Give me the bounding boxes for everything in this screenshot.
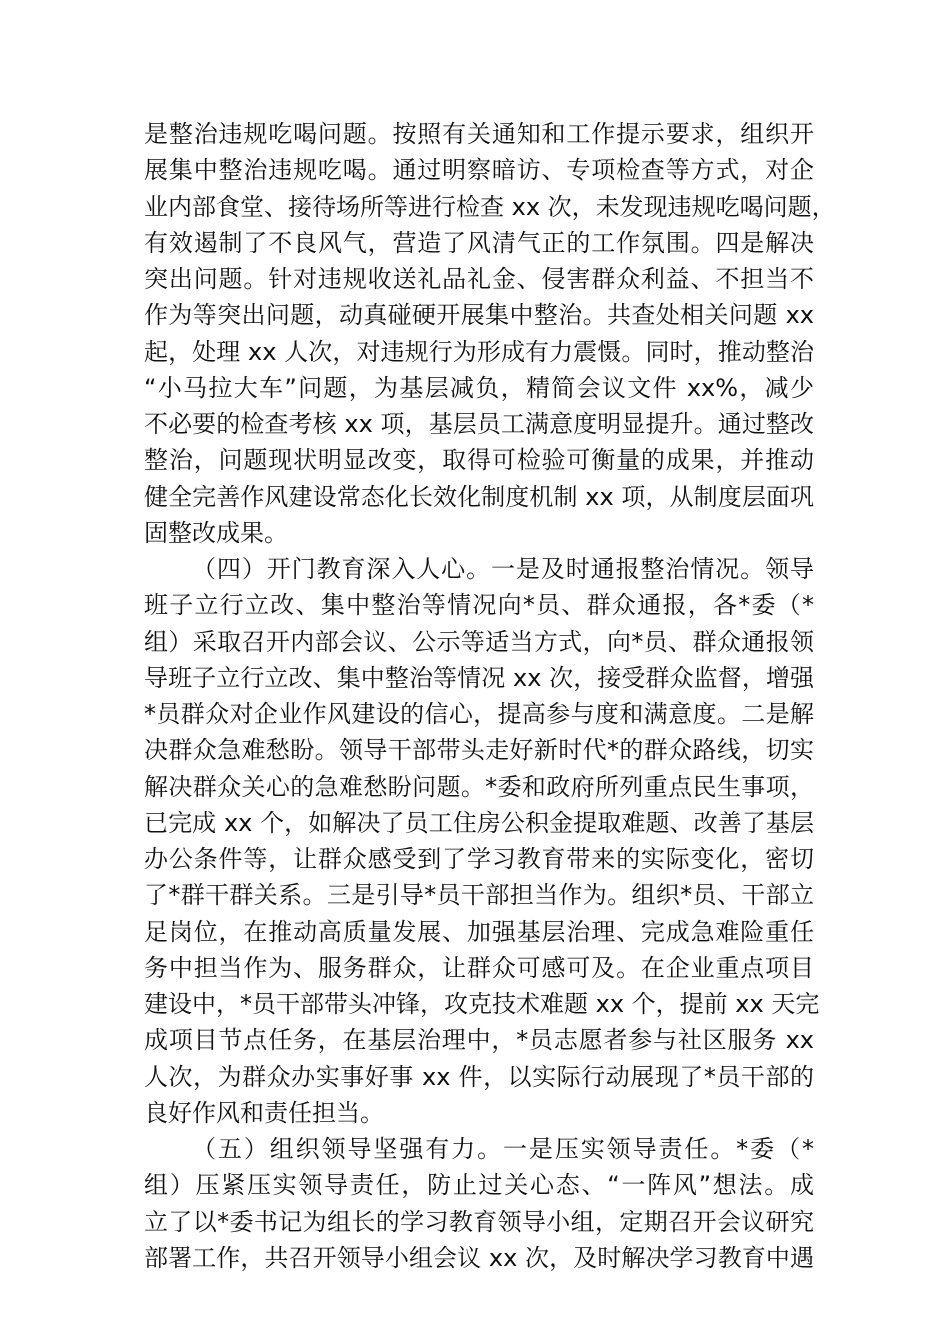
- text-line: 部署工作，共召开领导小组会议 xx 次，及时解决学习教育中遇: [144, 1243, 814, 1272]
- text-line: 组）采取召开内部会议、公示等适当方式，向*员、群众通报领: [144, 627, 814, 656]
- text-line: 组）压紧压实领导责任，防止过关心态、“一阵风”想法。成: [144, 1171, 814, 1200]
- section-five-heading-line: （五）组织领导坚强有力。一是压实领导责任。*委（*: [192, 1135, 814, 1163]
- text-line: 解决群众关心的急难愁盼问题。*委和政府所列重点民生事项，: [144, 772, 814, 801]
- text-line: 已完成 xx 个，如解决了员工住房公积金提取难题、改善了基层: [144, 808, 814, 837]
- text-line: 整治，问题现状明显改变，取得可检验可衡量的成果，并推动: [144, 446, 814, 475]
- text-line: 成项目节点任务，在基层治理中，*员志愿者参与社区服务 xx: [144, 1026, 814, 1055]
- text-line: 办公条件等，让群众感受到了学习教育带来的实际变化，密切: [144, 845, 814, 873]
- section-four-heading-line: （四）开门教育深入人心。一是及时通报整治情况。领导: [192, 555, 814, 583]
- paragraph-end-line: 良好作风和责任担当。: [144, 1098, 384, 1127]
- document-body: [144, 116, 836, 1276]
- text-line: 是整治违规吃喝问题。按照有关通知和工作提示要求，组织开: [144, 120, 814, 148]
- text-line: 决群众急难愁盼。领导干部带头走好新时代*的群众路线，切实: [144, 736, 814, 765]
- text-line: 展集中整治违规吃喝。通过明察暗访、专项检查等方式，对企: [144, 156, 814, 185]
- text-line: 有效遏制了不良风气，营造了风清气正的工作氛围。四是解决: [144, 228, 814, 257]
- text-line: 业内部食堂、接待场所等进行检查 xx 次，未发现违规吃喝问题，: [144, 192, 836, 221]
- text-line: “小马拉大车”问题，为基层减负，精简会议文件 xx%，减少: [144, 373, 814, 402]
- text-line: 健全完善作风建设常态化长效化制度机制 xx 项，从制度层面巩: [144, 482, 814, 511]
- text-line: 人次，为群众办实事好事 xx 件，以实际行动展现了*员干部的: [144, 1062, 814, 1091]
- text-line: 导班子立行立改、集中整治等情况 xx 次，接受群众监督，增强: [144, 663, 814, 692]
- text-line: 起，处理 xx 人次，对违规行为形成有力震慑。同时，推动整治: [144, 337, 814, 366]
- text-line: 不必要的检查考核 xx 项，基层员工满意度明显提升。通过整改: [144, 410, 814, 438]
- text-line: *员群众对企业作风建设的信心，提高参与度和满意度。二是解: [144, 700, 814, 728]
- text-line: 作为等突出问题，动真碰硬开展集中整治。共查处相关问题 xx: [144, 301, 814, 330]
- text-line: 足岗位，在推动高质量发展、加强基层治理、完成急难险重任: [144, 917, 814, 946]
- text-line: 班子立行立改、集中整治等情况向*员、群众通报，各*委（*: [144, 591, 814, 620]
- text-line: 突出问题。针对违规收送礼品礼金、侵害群众利益、不担当不: [144, 265, 814, 293]
- text-line: 建设中，*员干部带头冲锋，攻克技术难题 xx 个，提前 xx 天完: [144, 990, 820, 1018]
- text-line: 务中担当作为、服务群众，让群众可感可及。在企业重点项目: [144, 953, 814, 982]
- paragraph-end-line: 固整改成果。: [144, 518, 288, 547]
- text-line: 立了以*委书记为组长的学习教育领导小组，定期召开会议研究: [144, 1207, 814, 1236]
- text-line: 了*群干群关系。三是引导*员干部担当作为。组织*员、干部立: [144, 881, 814, 910]
